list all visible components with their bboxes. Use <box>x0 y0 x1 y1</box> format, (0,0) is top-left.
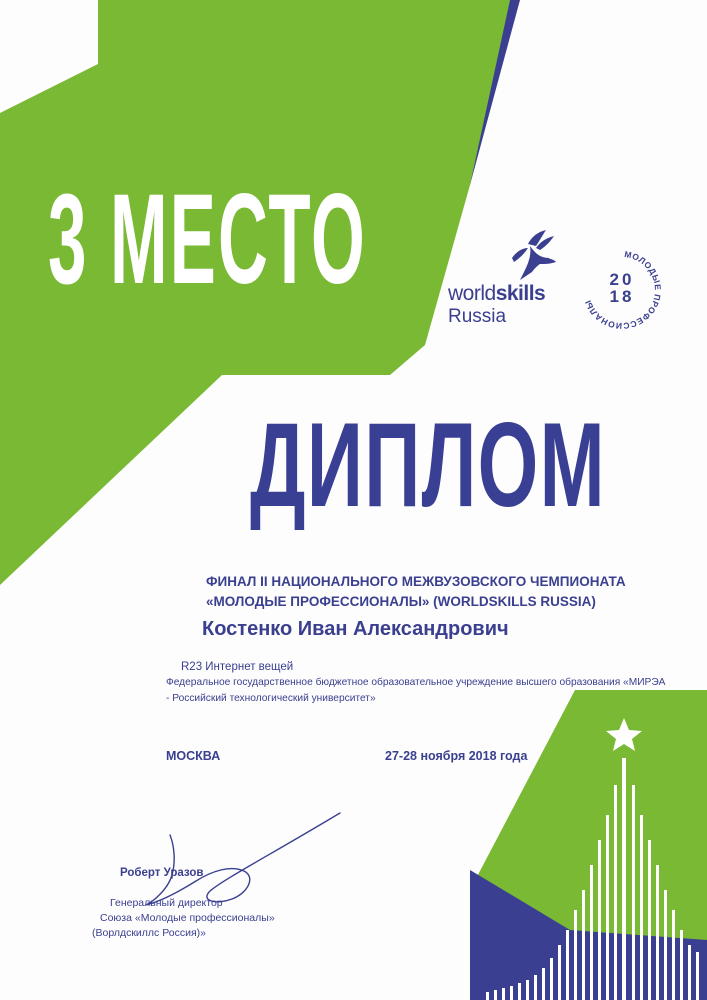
mp-year-top: 20 <box>609 270 635 289</box>
green-bottom-left-triangle <box>0 375 222 585</box>
worldskills-figure-icon <box>506 228 558 284</box>
event-city: МОСКВА <box>166 749 221 763</box>
signatory-name: Роберт Уразов <box>120 867 204 879</box>
worldskills-country: Russia <box>448 306 507 327</box>
worldskills-wordmark: worldskills <box>448 282 546 305</box>
mp-year-bottom: 18 <box>609 287 635 306</box>
molodye-professionaly-2018-logo <box>579 247 665 333</box>
competency: R23 Интернет вещей <box>181 661 294 673</box>
championship-line-2: «МОЛОДЫЕ ПРОФЕССИОНАЛЫ» (WORLDSKILLS RUSSIA) <box>206 594 596 609</box>
organization-line-1: Федеральное государственное бюджетное образовательное учреждение высшего образования «МИРЭА <box>166 677 666 688</box>
signatory-position-line-1: Генеральный директор <box>110 897 223 909</box>
signatory-position-line-2: Союза «Молодые профессионалы» <box>100 912 275 924</box>
organization-line-2: - Российский технологический университет» <box>166 693 376 704</box>
diploma-title: ДИПЛОМ <box>250 398 606 532</box>
signatory-position-line-3: (Ворлдскиллс Россия)» <box>92 927 206 939</box>
worldskills-russia-logo <box>448 228 588 328</box>
bottom-right-decoration <box>470 690 707 1000</box>
event-date: 27-28 ноября 2018 года <box>385 749 528 763</box>
participant-name: Костенко Иван Александрович <box>202 618 509 640</box>
mp-arc-label: МОЛОДЫЕ ПРОФЕССИОНАЛЫ <box>582 248 664 332</box>
mp-year <box>599 271 645 305</box>
championship-line-1: ФИНАЛ II НАЦИОНАЛЬНОГО МЕЖВУЗОВСКОГО ЧЕМПИОНАТА <box>206 574 626 589</box>
place-title: 3 МЕСТО <box>48 168 367 311</box>
